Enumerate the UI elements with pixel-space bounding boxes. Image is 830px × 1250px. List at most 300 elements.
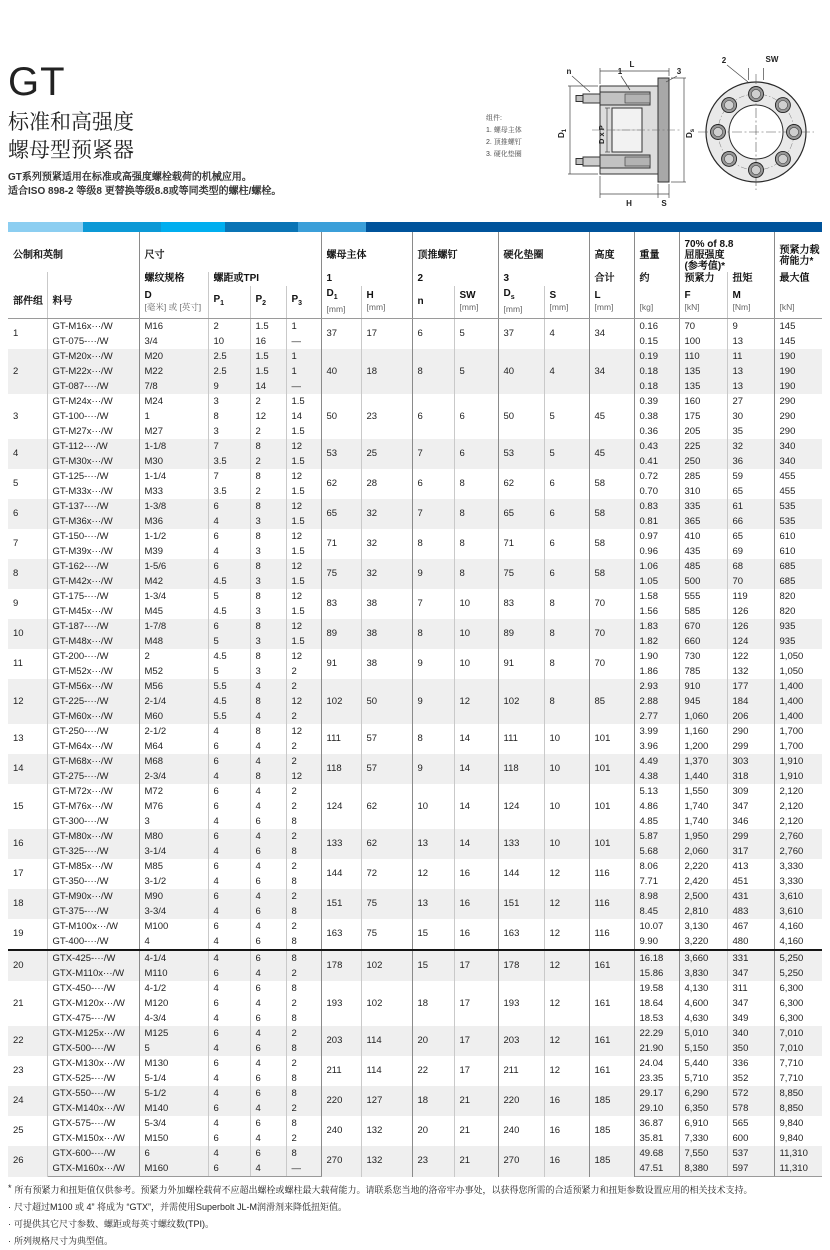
nut-body-d1: 163	[321, 919, 361, 950]
weight-kg: 4.86	[634, 799, 679, 814]
washer-s: 6	[544, 529, 589, 559]
thread-size: M52	[139, 664, 208, 679]
height-l: 161	[589, 1026, 634, 1056]
height-l: 70	[589, 619, 634, 649]
preload-f: 3,130	[679, 919, 727, 934]
preload-f: 435	[679, 544, 727, 559]
pitch-p3: 12	[286, 694, 321, 709]
part-number: GT-187-···/W	[47, 619, 139, 634]
washer-ds: 83	[498, 589, 544, 619]
thread-size: M110	[139, 966, 208, 981]
screw-sw: 10	[454, 649, 498, 679]
max-capacity: 1,910	[774, 754, 822, 769]
part-group-number: 7	[8, 529, 47, 559]
nut-body-d1: 40	[321, 349, 361, 394]
pitch-p3: 8	[286, 1116, 321, 1131]
pitch-p3: 2	[286, 739, 321, 754]
part-group-number: 18	[8, 889, 47, 919]
screw-sw: 10	[454, 589, 498, 619]
pitch-p2: 6	[250, 1041, 286, 1056]
part-group-number: 17	[8, 859, 47, 889]
pitch-p1: 5	[208, 589, 250, 604]
part-number: GTX-550-···/W	[47, 1086, 139, 1101]
pitch-p1: 5.5	[208, 709, 250, 724]
max-capacity: 7,010	[774, 1026, 822, 1041]
nut-body-d1: 270	[321, 1146, 361, 1177]
pitch-p2: 6	[250, 814, 286, 829]
torque-m: 346	[727, 814, 774, 829]
washer-ds: 220	[498, 1086, 544, 1116]
washer-ds: 270	[498, 1146, 544, 1177]
nut-body-h: 72	[361, 859, 412, 889]
table-row	[8, 1086, 822, 1101]
pitch-p3: 2	[286, 709, 321, 724]
header-col-s: S [mm]	[544, 286, 589, 319]
max-capacity: 190	[774, 364, 822, 379]
preload-f: 1,370	[679, 754, 727, 769]
max-capacity: 340	[774, 439, 822, 454]
legend-title: 组件:	[486, 115, 502, 122]
pitch-p2: 4	[250, 1056, 286, 1071]
torque-m: 352	[727, 1071, 774, 1086]
table-row	[8, 950, 822, 966]
screw-count-n: 6	[412, 394, 454, 439]
pitch-p3: 1.5	[286, 424, 321, 439]
nut-body-d1: 151	[321, 889, 361, 919]
washer-s: 4	[544, 349, 589, 394]
torque-m: 349	[727, 1011, 774, 1026]
thread-size: 3	[139, 814, 208, 829]
thread-size: M140	[139, 1101, 208, 1116]
part-group-number: 8	[8, 559, 47, 589]
washer-s: 12	[544, 1056, 589, 1086]
torque-m: 11	[727, 349, 774, 364]
pitch-p3: 2	[286, 889, 321, 904]
preload-f: 7,330	[679, 1131, 727, 1146]
pitch-p1: 3.5	[208, 484, 250, 499]
thread-size: 1-7/8	[139, 619, 208, 634]
weight-kg: 18.53	[634, 1011, 679, 1026]
part-group-number: 19	[8, 919, 47, 950]
height-l: 85	[589, 679, 634, 724]
screw-sw: 6	[454, 439, 498, 469]
part-number: GT-M90x···/W	[47, 889, 139, 904]
preload-f: 2,810	[679, 904, 727, 919]
nut-body-d1: 203	[321, 1026, 361, 1056]
washer-ds: 111	[498, 724, 544, 754]
torque-m: 290	[727, 724, 774, 739]
part-number: GT-250-···/W	[47, 724, 139, 739]
thread-size: M56	[139, 679, 208, 694]
thread-size: M64	[139, 739, 208, 754]
screw-sw: 14	[454, 724, 498, 754]
footnote: * 所有预紧力和扭矩值仅供参考。预紧力外加螺栓载荷不应超出螺栓或螺柱最大载荷能力。请联系您当地的洛帝牢办事处，以获得您所需的合适预紧力和扭矩参数设置应用的相关技术支持。	[8, 1183, 753, 1195]
part-number: GT-M42x···/W	[47, 574, 139, 589]
pitch-p3: 2	[286, 799, 321, 814]
pitch-p2: 1.5	[250, 319, 286, 335]
washer-ds: 178	[498, 950, 544, 981]
pitch-p1: 6	[208, 1131, 250, 1146]
table-row	[8, 469, 822, 484]
part-number: GT-325-···/W	[47, 844, 139, 859]
height-l: 70	[589, 649, 634, 679]
torque-m: 537	[727, 1146, 774, 1161]
pitch-p3: 8	[286, 981, 321, 996]
pitch-p2: 2	[250, 424, 286, 439]
screw-sw: 17	[454, 1056, 498, 1086]
weight-kg: 18.64	[634, 996, 679, 1011]
torque-m: 309	[727, 784, 774, 799]
screw-count-n: 15	[412, 950, 454, 981]
preload-f: 945	[679, 694, 727, 709]
screw-count-n: 18	[412, 981, 454, 1026]
height-l: 34	[589, 349, 634, 394]
pitch-p1: 5	[208, 664, 250, 679]
pitch-p2: 4	[250, 739, 286, 754]
height-l: 101	[589, 829, 634, 859]
preload-f: 3,220	[679, 934, 727, 950]
nut-body-h: 62	[361, 784, 412, 829]
pitch-p1: 4	[208, 514, 250, 529]
pitch-p2: 6	[250, 934, 286, 950]
screw-count-n: 13	[412, 829, 454, 859]
torque-m: 126	[727, 619, 774, 634]
thread-size: M42	[139, 574, 208, 589]
header-col-l: L [mm]	[589, 286, 634, 319]
weight-kg: 9.90	[634, 934, 679, 950]
torque-m: 30	[727, 409, 774, 424]
screw-count-n: 7	[412, 439, 454, 469]
torque-m: 431	[727, 889, 774, 904]
screw-sw: 8	[454, 559, 498, 589]
part-number: GT-075-···/W	[47, 334, 139, 349]
pitch-p2: 2	[250, 454, 286, 469]
preload-f: 3,660	[679, 950, 727, 966]
weight-kg: 0.41	[634, 454, 679, 469]
header-group-metric-imperial: 公制和英制	[8, 232, 139, 272]
torque-m: 32	[727, 439, 774, 454]
dim-label-h: H	[626, 199, 632, 208]
pitch-p2: 8	[250, 559, 286, 574]
pitch-p2: 4	[250, 919, 286, 934]
max-capacity: 290	[779, 395, 796, 407]
table-row	[8, 439, 822, 454]
header-sub-2: 2	[412, 272, 498, 286]
pitch-p1: 6	[208, 1101, 250, 1116]
preload-f: 785	[679, 664, 727, 679]
header-col-part-group: 部件组	[8, 286, 47, 319]
pitch-p2: 4	[250, 799, 286, 814]
washer-ds: 71	[498, 529, 544, 559]
nut-body-d1: 37	[321, 319, 361, 350]
colorbar-segment	[366, 222, 822, 232]
pitch-p3: 8	[286, 934, 321, 950]
height-l: 70	[589, 589, 634, 619]
pitch-p3: 2	[286, 1131, 321, 1146]
pitch-p2: 8	[250, 589, 286, 604]
header-group-jacking-screws: 顶推螺钉	[412, 232, 498, 272]
weight-kg: 0.38	[634, 409, 679, 424]
pitch-p1: 4	[208, 981, 250, 996]
nut-body-h: 102	[361, 950, 412, 981]
max-capacity: 3,610	[774, 889, 822, 904]
footnote: · 尺寸超过M100 或 4” 将成为 “GTX”，并需使用Superbolt JL-M润滑剂来降低扭矩值。	[8, 1202, 348, 1212]
pitch-p2: 4	[250, 754, 286, 769]
pitch-p1: 4	[208, 1011, 250, 1026]
screw-count-n: 6	[412, 469, 454, 499]
pitch-p1: 6	[208, 1026, 250, 1041]
table-row	[8, 1056, 822, 1071]
part-group-number: 3	[8, 394, 47, 439]
part-number: GT-M45x···/W	[47, 604, 139, 619]
screw-count-n: 8	[412, 529, 454, 559]
pitch-p1: 4.5	[208, 604, 250, 619]
preload-f: 6,350	[679, 1101, 727, 1116]
pitch-p3: 1.5	[286, 394, 321, 409]
screw-count-n: 20	[412, 1116, 454, 1146]
pitch-p2: 2	[250, 394, 286, 409]
nut-body-h: 32	[361, 559, 412, 589]
nut-body-d1: 75	[321, 559, 361, 589]
preload-f: 335	[679, 499, 727, 514]
pitch-p3: 12	[286, 499, 321, 514]
table-row	[8, 889, 822, 904]
table-row	[8, 754, 822, 769]
pitch-p1: 5	[208, 634, 250, 649]
part-number: GT-M85x···/W	[47, 859, 139, 874]
screw-sw: 5	[454, 349, 498, 394]
washer-s: 12	[544, 1026, 589, 1056]
callout-label-2: 2	[721, 56, 727, 65]
pitch-p2: 6	[250, 904, 286, 919]
part-number: GT-M30x···/W	[47, 454, 139, 469]
pitch-p1: 4	[208, 1041, 250, 1056]
height-l: 45	[589, 394, 634, 439]
washer-s: 12	[544, 950, 589, 981]
weight-kg: 0.18	[634, 364, 679, 379]
pitch-p3: 8	[286, 1071, 321, 1086]
weight-kg: 1.06	[634, 559, 679, 574]
washer-ds: 53	[498, 439, 544, 469]
callout-label-3: 3	[676, 67, 682, 76]
washer-s: 10	[544, 784, 589, 829]
pitch-p2: 8	[250, 499, 286, 514]
pitch-p3: 1	[286, 364, 321, 379]
weight-kg: 0.16	[634, 319, 679, 335]
page-title: GT	[8, 60, 66, 104]
pitch-p1: 8	[208, 409, 250, 424]
pitch-p2: 6	[250, 950, 286, 966]
screw-sw: 8	[454, 529, 498, 559]
pitch-p2: 4	[250, 889, 286, 904]
preload-f: 670	[679, 619, 727, 634]
washer-ds: 240	[498, 1116, 544, 1146]
max-capacity: 6,300	[779, 982, 804, 994]
screw-count-n: 13	[412, 889, 454, 919]
table-row	[8, 919, 822, 934]
dim-label-s: S	[661, 199, 667, 208]
preload-f: 110	[679, 349, 727, 364]
nut-body-h: 18	[361, 349, 412, 394]
weight-kg: 10.07	[634, 919, 679, 934]
preload-f: 6,910	[679, 1116, 727, 1131]
max-capacity: 1,050	[779, 665, 804, 677]
header-group-capacity: 预紧力载荷能力*	[779, 244, 820, 267]
part-number: GTX-M125x···/W	[47, 1026, 139, 1041]
pitch-p3: 1	[286, 349, 321, 364]
table-row	[8, 589, 822, 604]
nut-body-h: 62	[361, 829, 412, 859]
table-row	[8, 679, 822, 694]
washer-s: 10	[544, 754, 589, 784]
thread-size: M60	[139, 709, 208, 724]
pitch-p2: 1.5	[250, 349, 286, 364]
weight-kg: 8.98	[634, 889, 679, 904]
max-capacity: 2,760	[774, 829, 822, 844]
max-capacity: 8,850	[774, 1101, 822, 1116]
dim-label-n: n	[566, 67, 572, 76]
weight-kg: 0.15	[634, 334, 679, 349]
screw-count-n: 12	[412, 859, 454, 889]
torque-m: 132	[727, 664, 774, 679]
pitch-p2: 8	[250, 694, 286, 709]
washer-s: 8	[544, 589, 589, 619]
header-col-sw: SW [mm]	[454, 286, 498, 319]
table-row	[8, 349, 822, 364]
thread-size: 5-1/4	[139, 1071, 208, 1086]
thread-size: 3/4	[139, 334, 208, 349]
header-group-height: 高度	[589, 232, 634, 272]
part-number: GT-350-···/W	[47, 874, 139, 889]
spec-table-header	[8, 232, 822, 319]
torque-m: 122	[727, 649, 774, 664]
max-capacity: 290	[779, 410, 796, 422]
torque-m: 126	[727, 604, 774, 619]
washer-ds: 50	[498, 394, 544, 439]
screw-count-n: 23	[412, 1146, 454, 1177]
pitch-p1: 6	[208, 919, 250, 934]
weight-kg: 21.90	[634, 1041, 679, 1056]
height-l: 101	[589, 784, 634, 829]
pitch-p2: 2	[250, 484, 286, 499]
screw-sw: 17	[454, 1026, 498, 1056]
pitch-p2: 4	[250, 859, 286, 874]
max-capacity: 1,400	[774, 709, 822, 724]
nut-body-h: 102	[361, 981, 412, 1026]
torque-m: 27	[727, 394, 774, 409]
max-capacity: 9,840	[779, 1117, 804, 1129]
pitch-p1: 4	[208, 544, 250, 559]
weight-kg: 1.82	[634, 634, 679, 649]
pitch-p3: 12	[286, 724, 321, 739]
max-capacity: 2,760	[774, 844, 822, 859]
part-number: GTX-600-···/W	[47, 1146, 139, 1161]
washer-ds: 65	[498, 499, 544, 529]
part-number: GT-M39x···/W	[47, 544, 139, 559]
screw-count-n: 9	[412, 559, 454, 589]
pitch-p3: 12	[286, 559, 321, 574]
weight-kg: 24.04	[634, 1056, 679, 1071]
header-col-m: M [Nm]	[727, 286, 774, 319]
washer-ds: 193	[498, 981, 544, 1026]
thread-size: 3-1/4	[139, 844, 208, 859]
height-l: 58	[589, 559, 634, 589]
part-number: GTX-M110x···/W	[47, 966, 139, 981]
part-group-number: 5	[8, 469, 47, 499]
table-row	[8, 1026, 822, 1041]
preload-f: 485	[679, 559, 727, 574]
weight-kg: 0.83	[634, 499, 679, 514]
pitch-p2: 3	[250, 514, 286, 529]
nut-body-h: 23	[361, 394, 412, 439]
torque-m: 36	[727, 454, 774, 469]
preload-f: 910	[679, 679, 727, 694]
dim-label-sw: SW	[765, 55, 779, 64]
pitch-p2: 4	[250, 996, 286, 1011]
max-capacity: 3,610	[774, 904, 822, 919]
torque-m: 600	[727, 1131, 774, 1146]
weight-kg: 4.38	[634, 769, 679, 784]
weight-kg: 19.58	[634, 981, 679, 996]
part-number: GTX-M150x···/W	[47, 1131, 139, 1146]
pitch-p3: 12	[286, 649, 321, 664]
preload-f: 1,550	[679, 784, 727, 799]
nut-body-d1: 91	[321, 649, 361, 679]
height-l: 161	[589, 1056, 634, 1086]
preload-f: 1,440	[679, 769, 727, 784]
part-number: GT-M48x···/W	[47, 634, 139, 649]
header-col-ds: $D_s$ [mm]	[498, 286, 544, 319]
max-capacity: 1,400	[774, 679, 822, 694]
pitch-p3: 12	[286, 769, 321, 784]
part-number: GT-275-···/W	[47, 769, 139, 784]
height-l: 116	[589, 889, 634, 919]
max-capacity: 820	[779, 605, 796, 617]
table-row	[8, 859, 822, 874]
pitch-p2: 3	[250, 574, 286, 589]
pitch-p3: 8	[286, 844, 321, 859]
table-row	[8, 724, 822, 739]
colorbar-segment	[225, 222, 298, 232]
washer-ds: 118	[498, 754, 544, 784]
nut-body-d1: 240	[321, 1116, 361, 1146]
screw-sw: 12	[454, 679, 498, 724]
max-capacity: 535	[774, 499, 822, 514]
weight-kg: 8.45	[634, 904, 679, 919]
thread-size: M36	[139, 514, 208, 529]
pitch-p1: 4.5	[208, 574, 250, 589]
header-sub-thread-spec: 螺纹规格	[139, 272, 208, 286]
pitch-p2: 4	[250, 679, 286, 694]
screw-sw: 14	[454, 784, 498, 829]
thread-size: 1-1/2	[139, 529, 208, 544]
max-capacity: 935	[774, 619, 822, 634]
part-number: GTX-M160x···/W	[47, 1161, 139, 1177]
part-number: GT-M24x···/W	[47, 394, 139, 409]
weight-kg: 0.70	[634, 484, 679, 499]
part-group-number: 26	[8, 1146, 47, 1177]
nut-body-d1: 102	[321, 679, 361, 724]
washer-ds: 91	[498, 649, 544, 679]
nut-body-h: 38	[361, 649, 412, 679]
pitch-p3: 1.5	[286, 484, 321, 499]
part-number: GT-M68x···/W	[47, 754, 139, 769]
weight-kg: 0.96	[634, 544, 679, 559]
pitch-p1: 6	[208, 829, 250, 844]
screw-sw: 21	[454, 1086, 498, 1116]
preload-f: 225	[679, 439, 727, 454]
screw-count-n: 9	[412, 649, 454, 679]
